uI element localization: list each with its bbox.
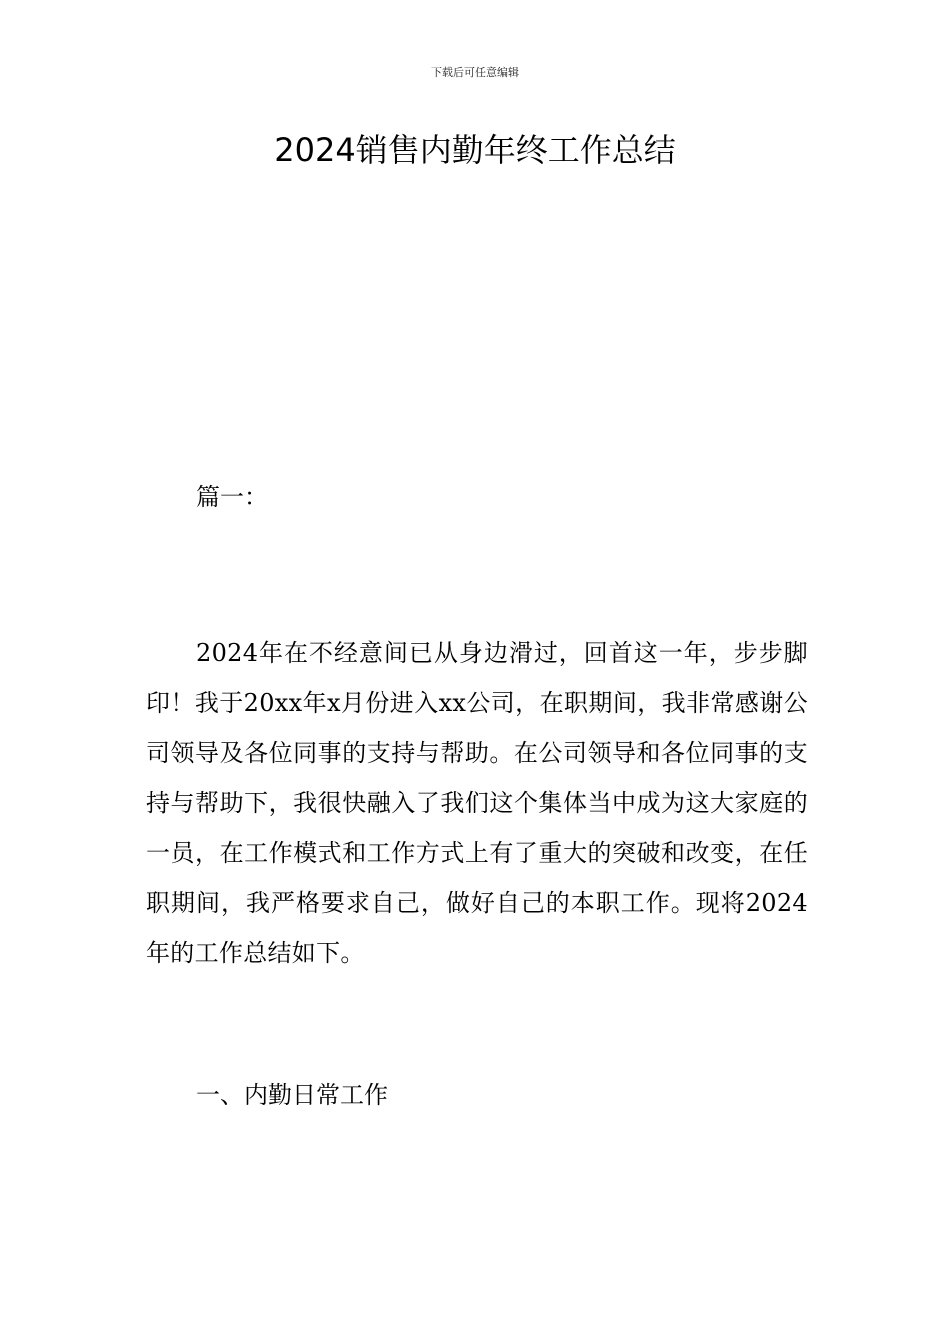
header-note: 下载后可任意编辑 — [431, 66, 519, 79]
body-paragraph: 2024年在不经意间已从身边滑过，回首这一年，步步脚印！我于20xx年x月份进入xx公司，在职期间，我非常感谢公司领导及各位同事的支持与帮助。在公司领导和各位同事的支持与帮助下，我很快融入了我们这个集体当中成为这大家庭的一员，在工作模式和工作方式上有了重大的突破和改变，在任职期间，我严格要求自己，做好自己的本职工作。现将2024年的工作总结如下。 — [146, 639, 808, 967]
section-label: 篇一： — [196, 483, 268, 511]
document-title: 2024销售内勤年终工作总结 — [274, 131, 676, 169]
section-heading: 一、内勤日常工作 — [196, 1081, 388, 1109]
